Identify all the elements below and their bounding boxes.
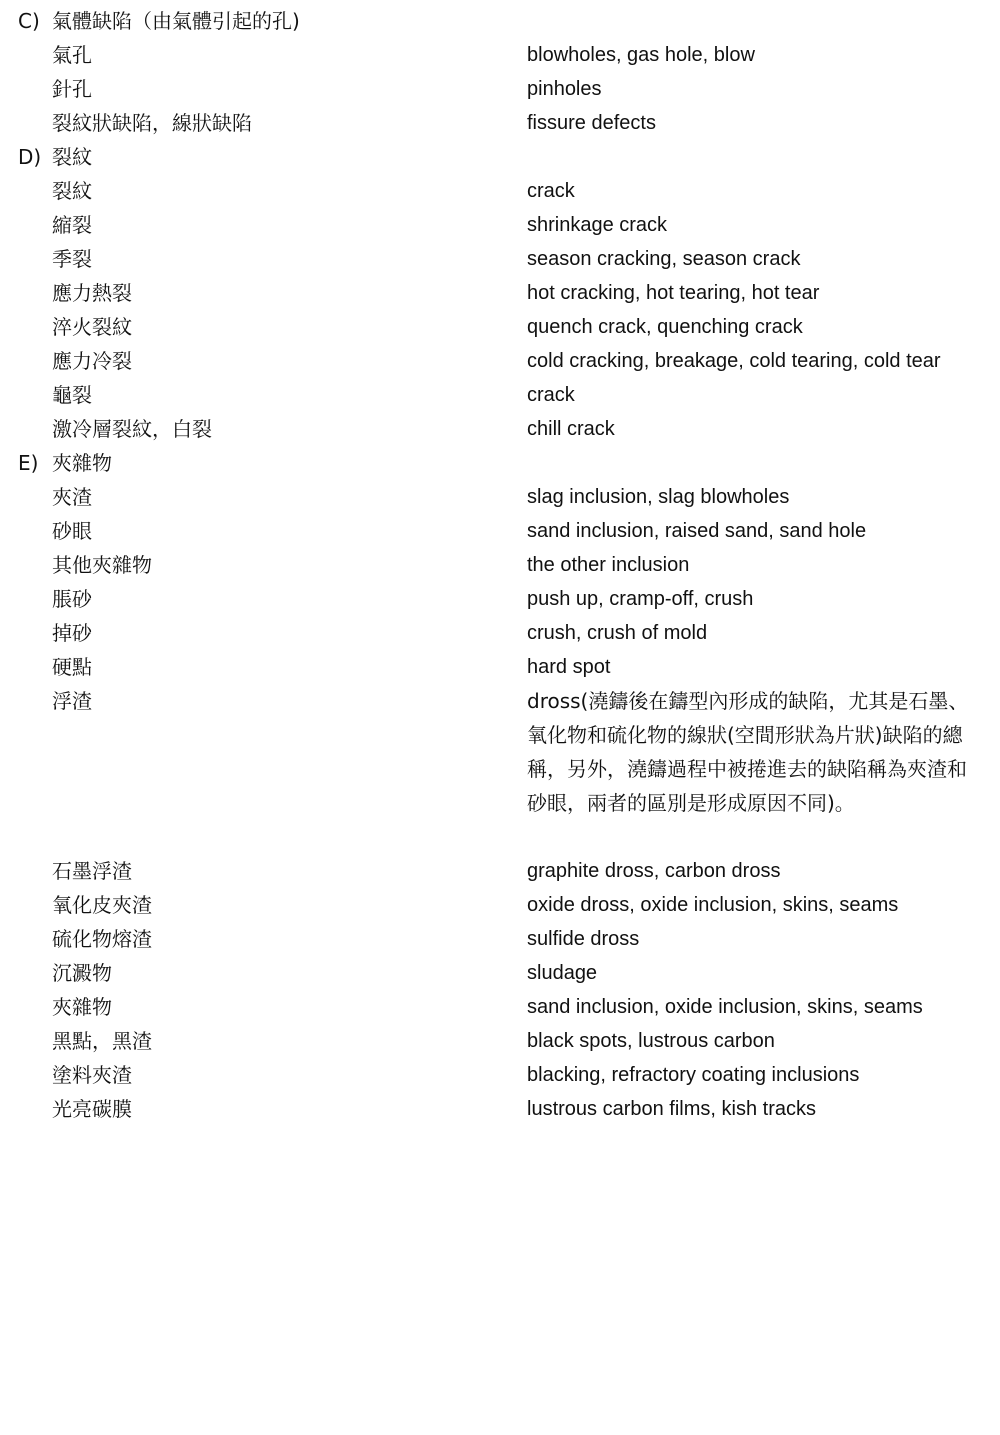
term-english: crack (527, 384, 575, 406)
term-english: sludage (527, 962, 598, 984)
section-title: 裂紋 (52, 145, 92, 169)
term-row (0, 344, 1000, 378)
term-row (0, 208, 1000, 242)
term-row (0, 174, 1000, 208)
term-chinese: 石墨浮渣 (52, 859, 132, 883)
term-row (0, 480, 1000, 514)
term-row (0, 1024, 1000, 1058)
term-chinese: 龜裂 (52, 383, 92, 407)
term-english: shrinkage crack (527, 214, 668, 236)
term-chinese: 掉砂 (52, 621, 92, 645)
section-letter: C) (18, 9, 40, 33)
term-row (0, 106, 1000, 140)
term-row (0, 888, 1000, 922)
term-row (0, 956, 1000, 990)
term-chinese: 淬火裂紋 (52, 315, 132, 339)
term-row (0, 854, 1000, 888)
term-row (0, 1058, 1000, 1092)
term-english: crack (527, 180, 575, 202)
section-letter: D) (18, 145, 42, 169)
term-chinese: 應力熱裂 (52, 281, 132, 305)
term-english: the other inclusion (527, 554, 690, 576)
term-chinese: 脹砂 (52, 587, 92, 611)
term-chinese: 針孔 (52, 77, 92, 101)
term-chinese: 裂紋狀缺陷，線狀缺陷 (52, 111, 252, 135)
section-title: 夾雜物 (52, 451, 112, 475)
term-chinese: 砂眼 (52, 519, 92, 543)
term-english: crush, crush of mold (527, 622, 708, 644)
term-english: oxide dross, oxide inclusion, skins, seams (527, 894, 899, 916)
term-row (0, 990, 1000, 1024)
term-row (0, 378, 1000, 412)
term-chinese: 縮裂 (52, 213, 92, 237)
term-row (0, 310, 1000, 344)
term-chinese: 浮渣 (52, 689, 92, 713)
section-title: 氣體缺陷（由氣體引起的孔) (52, 9, 300, 33)
term-chinese: 激冷層裂紋，白裂 (52, 417, 212, 441)
term-row (0, 38, 1000, 72)
term-english: graphite dross, carbon dross (527, 860, 781, 882)
term-english: push up, cramp-off, crush (527, 588, 754, 610)
term-chinese: 應力冷裂 (52, 349, 132, 373)
term-english: fissure defects (527, 112, 656, 134)
term-chinese: 其他夾雜物 (52, 553, 152, 577)
term-english: sand inclusion, oxide inclusion, skins, seams (527, 996, 923, 1018)
term-row (0, 242, 1000, 276)
term-english: quench crack, quenching crack (527, 316, 803, 338)
section-header-e (0, 446, 1000, 480)
term-row (0, 276, 1000, 310)
term-english: hard spot (527, 656, 611, 678)
term-english: black spots, lustrous carbon (527, 1030, 775, 1052)
term-row (0, 412, 1000, 446)
term-row (0, 650, 1000, 684)
term-english: hot cracking, hot tearing, hot tear (527, 282, 820, 304)
term-english: lustrous carbon films, kish tracks (527, 1098, 816, 1120)
term-english: sand inclusion, raised sand, sand hole (527, 520, 867, 542)
term-english: dross(澆鑄後在鑄型內形成的缺陷，尤其是石墨、氧化物和硫化物的線狀(空間形狀為片狀)缺陷的總稱，另外，澆鑄過程中被捲進去的缺陷稱為夾渣和砂眼，兩者的區別是形成原因不同)。 (527, 689, 969, 815)
term-row (0, 72, 1000, 106)
term-english: chill crack (527, 418, 615, 440)
term-english: season cracking, season crack (527, 248, 801, 270)
term-chinese: 夾渣 (52, 485, 92, 509)
term-chinese: 光亮碳膜 (52, 1097, 132, 1121)
term-english: slag inclusion, slag blowholes (527, 486, 790, 508)
term-chinese: 硫化物熔渣 (52, 927, 152, 951)
term-english: pinholes (527, 78, 602, 100)
term-row (0, 514, 1000, 548)
term-english: cold cracking, breakage, cold tearing, cold tear (527, 350, 941, 372)
section-letter: E) (18, 451, 39, 475)
term-chinese: 裂紋 (52, 179, 92, 203)
term-chinese: 黑點，黑渣 (52, 1029, 152, 1053)
term-chinese: 夾雜物 (52, 995, 112, 1019)
term-english: blacking, refractory coating inclusions (527, 1064, 860, 1086)
term-row (0, 548, 1000, 582)
term-row (0, 1092, 1000, 1126)
term-chinese: 塗料夾渣 (52, 1063, 132, 1087)
term-chinese: 沉澱物 (52, 961, 112, 985)
term-chinese: 氧化皮夾渣 (52, 893, 152, 917)
term-chinese: 氣孔 (52, 43, 92, 67)
term-english: sulfide dross (527, 928, 640, 950)
term-row (0, 582, 1000, 616)
term-row (0, 616, 1000, 650)
term-row (0, 922, 1000, 956)
term-chinese: 季裂 (52, 247, 92, 271)
section-header-c (0, 4, 1000, 38)
glossary-page (0, 4, 1000, 1126)
term-row-long (0, 684, 1000, 854)
section-header-d (0, 140, 1000, 174)
term-english: blowholes, gas hole, blow (527, 44, 755, 66)
term-chinese: 硬點 (52, 655, 92, 679)
